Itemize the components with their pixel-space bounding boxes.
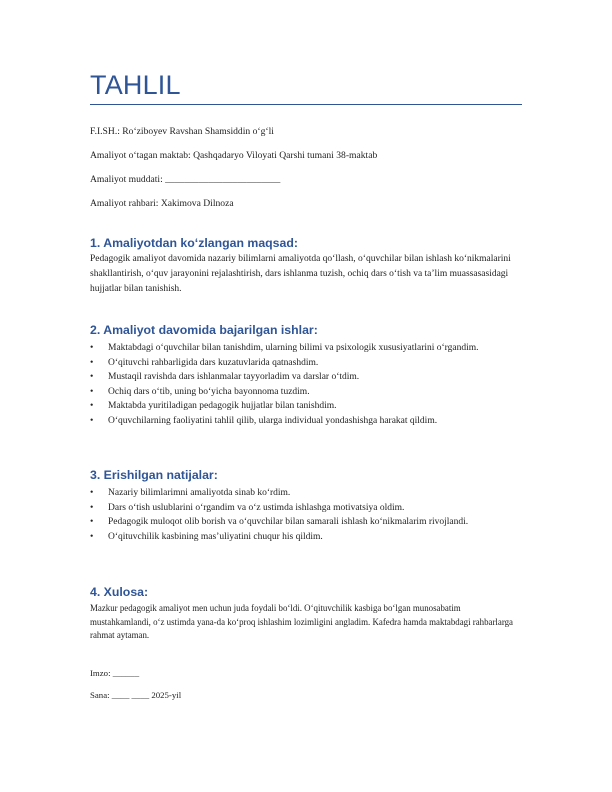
bullet-icon: • (90, 357, 94, 368)
list-item: • Maktabda yuritiladigan pedagogik hujjatlar bilan tanishdim. (90, 399, 530, 414)
bullet-icon: • (90, 502, 94, 513)
bullet-icon: • (90, 343, 94, 353)
list-item: • Maktabdagi o‘quvchilar bilan tanishdim, ularning bilimi va psixologik xususiyatlarini o‘rgandim. (90, 341, 530, 356)
bullet-icon: • (90, 372, 94, 382)
school-line: Amaliyot o‘tagan maktab: Qashqadaryo Viloyati Qarshi tumani 38-maktab (90, 150, 378, 161)
section-4-text: Mazkur pedagogik amaliyot men uchun juda foydali bo‘ldi. O‘qituvchilik kasbiga bo‘lgan munosabatim mustahkamlandi, o‘z ustimda yana-da ko‘proq ishlashim lozimligini angladim. Kafedra hamda maktabdagi rahbarlarga rahmat aytaman. (90, 603, 513, 640)
list-item: • Pedagogik muloqot olib borish va o‘quvchilar bilan samarali ishlash ko‘nikmalarim rivojlandi. (90, 515, 530, 530)
section-3-heading: 3. Erishilgan natijalar: (90, 468, 218, 482)
page-title: TAHLIL (90, 70, 181, 100)
supervisor-line: Amaliyot rahbari: Xakimova Dilnoza (90, 198, 234, 209)
bullet-icon: • (90, 401, 94, 411)
list-item: • O‘quvchilarning faoliyatini tahlil qilib, ularga individual yondashishga harakat qildim. (90, 414, 530, 429)
list-item: • Ochiq dars o‘tib, uning bo‘yicha bayonnoma tuzdim. (90, 385, 530, 400)
bullet-icon: • (90, 488, 94, 498)
section-2-heading: 2. Amaliyot davomida bajarilgan ishlar: (90, 323, 318, 337)
list-item: • Dars o‘tish uslublarini o‘rgandim va o‘z ustimda ishlashga motivatsiya oldim. (90, 501, 530, 516)
list-item: • Mustaqil ravishda dars ishlanmalar tayyorladim va darslar o‘tdim. (90, 370, 530, 385)
list-item: • O‘qituvchilik kasbining mas’uliyatini chuqur his qildim. (90, 530, 530, 545)
date-line: Sana: ____ ____ 2025-yil (90, 690, 182, 700)
section-2-list (90, 341, 530, 428)
list-item: • Nazariy bilimlarimni amaliyotda sinab ko‘rdim. (90, 486, 530, 501)
bullet-icon: • (90, 517, 94, 527)
signature-line: Imzo: ______ (90, 668, 140, 678)
section-4-heading: 4. Xulosa: (90, 585, 149, 599)
section-1-text: Pedagogik amaliyot davomida nazariy bilimlarni amaliyotda qo‘llash, o‘quvchilar bilan ishlash ko‘nikmalarini shakllantirish, o‘quv jarayonini rejalashtirish, dars ishlanma tuzish, ochiq dars o‘tish va ta’lim muassasasidagi hujjatlar bilan tanishish. (90, 254, 511, 294)
section-3-list (90, 486, 530, 544)
bullet-icon: • (90, 386, 94, 397)
title-underline (90, 104, 522, 105)
fish-line: F.I.SH.: Ro‘ziboyev Ravshan Shamsiddin o‘g‘li (90, 126, 274, 137)
section-1-heading: 1. Amaliyotdan ko‘zlangan maqsad: (90, 236, 298, 250)
duration-line: Amaliyot muddati: ________________________ (90, 174, 281, 185)
list-item: • O‘qituvchi rahbarligida dars kuzatuvlarida qatnashdim. (90, 356, 530, 371)
bullet-icon: • (90, 415, 94, 426)
bullet-icon: • (90, 531, 94, 542)
